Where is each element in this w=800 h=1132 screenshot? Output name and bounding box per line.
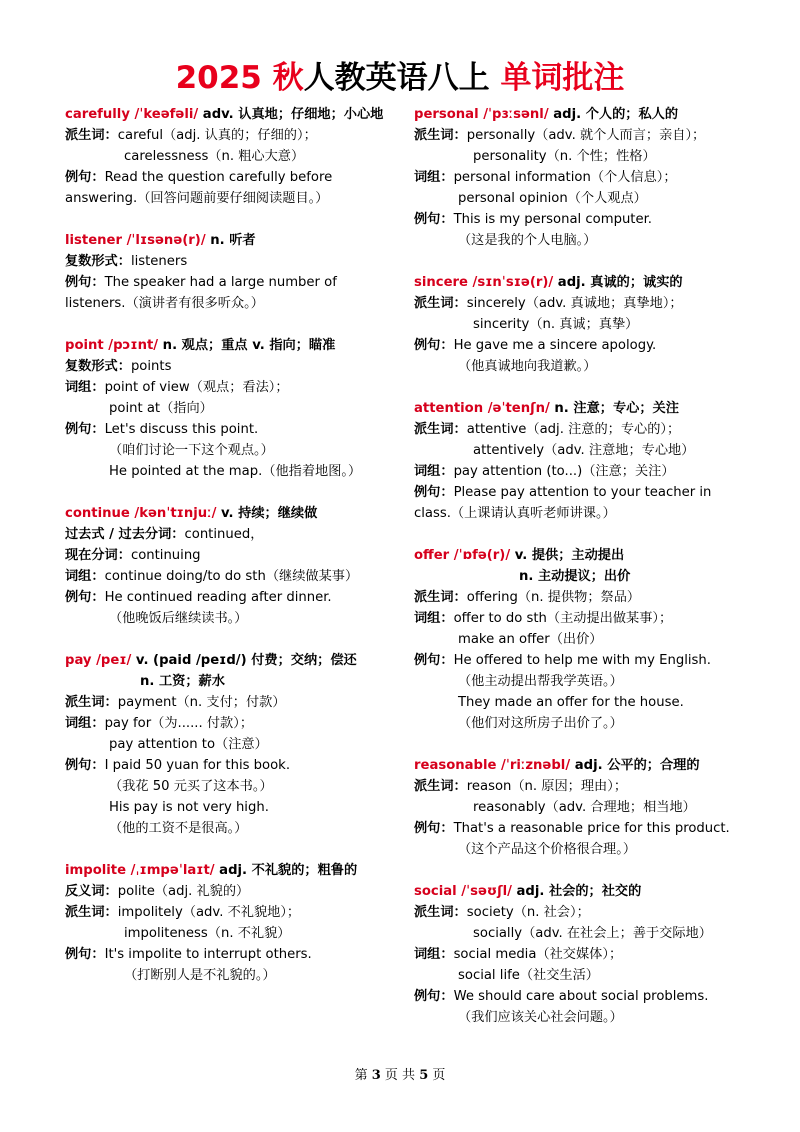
page-footer <box>0 1064 800 1083</box>
derived-label: 派生词： <box>414 422 467 437</box>
derived-label: 派生词： <box>65 905 118 920</box>
footer-suffix: 页 <box>428 1068 446 1083</box>
part-of-speech: v. 持续；继续做 <box>216 506 318 521</box>
part-of-speech: n. 观点；重点 v. 指向；瞄准 <box>158 338 336 353</box>
example-translation: （这个产品这个价格很合理。） <box>458 842 637 857</box>
example-label: 例句： <box>65 275 105 290</box>
derived-item: payment（n. 支付；付款） <box>117 695 286 710</box>
example-label: 例句： <box>414 485 454 500</box>
headword: reasonable /ˈriːznəbl/ <box>414 758 571 773</box>
derived-item: personality（n. 个性；性格） <box>473 149 656 164</box>
page-title <box>0 56 800 100</box>
example-translation: （他真诚地向我道歉。） <box>458 359 597 374</box>
derived-item: reasonably（adv. 合理地；相当地） <box>473 800 696 815</box>
antonym-item: polite（adj. 礼貌的） <box>117 884 250 899</box>
headword: carefully /ˈkeəfəli/ <box>65 107 199 122</box>
example-translation: （我们应该关心社会问题。） <box>458 1010 623 1025</box>
phrase-label: 词组： <box>414 947 454 962</box>
derived-item: attentive（adj. 注意的；专心的）； <box>466 422 681 437</box>
derived-item: offering（n. 提供物；祭品） <box>466 590 641 605</box>
entry-social <box>414 881 744 1028</box>
phrase-label: 词组： <box>65 569 105 584</box>
derived-label: 派生词： <box>414 590 467 605</box>
left-column <box>65 104 400 1007</box>
headword-line <box>414 104 744 125</box>
headword: listener /ˈlɪsənə(r)/ <box>65 233 206 248</box>
phrase-label: 词组： <box>414 170 454 185</box>
example-text: He pointed at the map.（他指着地图。） <box>109 464 362 479</box>
derived-item: society（n. 社会）； <box>466 905 590 920</box>
example-text: It's impolite to interrupt others. <box>104 947 312 962</box>
example-label: 例句： <box>414 821 454 836</box>
example-text: answering.（回答问题前要仔细阅读题目。） <box>65 191 329 206</box>
phrase-item: point at（指向） <box>109 401 213 416</box>
example-translation: （他晚饭后继续读书。） <box>109 611 248 626</box>
derived-item: impolitely（adv. 不礼貌地）； <box>117 905 301 920</box>
derived-label: 派生词： <box>414 296 467 311</box>
present-participle-label: 现在分词： <box>65 548 131 563</box>
headword-line <box>65 335 400 356</box>
example-text: Read the question carefully before <box>104 170 333 185</box>
example-text: He offered to help me with my English. <box>453 653 711 668</box>
derived-item: impoliteness（n. 不礼貌） <box>124 926 291 941</box>
headword-line <box>414 545 744 566</box>
part-of-speech: adj. 个人的；私人的 <box>548 107 679 122</box>
plural-label: 复数形式： <box>65 359 131 374</box>
part-of-speech-2: n. 工资；薪水 <box>140 674 225 689</box>
derived-item: sincerity（n. 真诚；真挚） <box>473 317 639 332</box>
title-black-part: 人教英语八上 <box>303 60 501 96</box>
derived-item: socially（adv. 在社会上；善于交际地） <box>473 926 712 941</box>
part-of-speech: n. 听者 <box>205 233 256 248</box>
derived-item: attentively（adv. 注意地；专心地） <box>473 443 695 458</box>
derived-label: 派生词： <box>65 695 118 710</box>
example-text: He gave me a sincere apology. <box>453 338 657 353</box>
phrase-item: continue doing/to do sth（继续做某事） <box>104 569 359 584</box>
past-label: 过去式 / 过去分词： <box>65 527 185 542</box>
headword-line <box>414 881 744 902</box>
example-label: 例句： <box>414 653 454 668</box>
entry-attention <box>414 398 744 524</box>
example-label: 例句： <box>65 170 105 185</box>
entry-continue <box>65 503 400 629</box>
plural-form: points <box>130 359 172 374</box>
derived-item: sincerely（adv. 真诚地；真挚地）； <box>466 296 683 311</box>
example-label: 例句： <box>65 422 105 437</box>
headword: continue /kənˈtɪnjuː/ <box>65 506 217 521</box>
phrase-item: pay attention (to...)（注意；关注） <box>453 464 675 479</box>
example-text: That's a reasonable price for this product. <box>453 821 730 836</box>
entry-pay <box>65 650 400 839</box>
derived-item: personally（adv. 就个人而言；亲自）； <box>466 128 706 143</box>
phrase-item: make an offer（出价） <box>458 632 603 647</box>
example-text: They made an offer for the house. <box>458 695 684 710</box>
headword: pay /peɪ/ <box>65 653 132 668</box>
title-red-part-2: 单词批注 <box>500 60 625 96</box>
phrase-label: 词组： <box>65 716 105 731</box>
headword: sincere /sɪnˈsɪə(r)/ <box>414 275 554 290</box>
example-text: His pay is not very high. <box>109 800 269 815</box>
present-participle-form: continuing <box>130 548 201 563</box>
plural-label: 复数形式： <box>65 254 131 269</box>
headword-line <box>414 272 744 293</box>
headword-line <box>65 503 400 524</box>
phrase-label: 词组： <box>414 611 454 626</box>
example-label: 例句： <box>414 212 454 227</box>
part-of-speech: adj. 真诚的；诚实的 <box>553 275 683 290</box>
example-label: 例句： <box>65 758 105 773</box>
example-text: This is my personal computer. <box>453 212 652 227</box>
example-label: 例句： <box>414 989 454 1004</box>
part-of-speech: adj. 不礼貌的；粗鲁的 <box>214 863 358 878</box>
example-text: I paid 50 yuan for this book. <box>104 758 291 773</box>
plural-form: listeners <box>130 254 188 269</box>
entry-personal <box>414 104 744 251</box>
headword-line <box>414 398 744 419</box>
current-page-number: 3 <box>371 1068 381 1083</box>
example-text: Please pay attention to your teacher in <box>453 485 712 500</box>
example-translation: （他主动提出帮我学英语。） <box>458 674 623 689</box>
example-text: We should care about social problems. <box>453 989 709 1004</box>
derived-label: 派生词： <box>65 128 118 143</box>
example-text: class.（上课请认真听老师讲课。） <box>414 506 616 521</box>
headword-line-continued <box>414 566 744 587</box>
phrase-item: personal information（个人信息）； <box>453 170 677 185</box>
entry-carefully <box>65 104 400 209</box>
antonym-label: 反义词： <box>65 884 118 899</box>
part-of-speech-2: n. 主动提议；出价 <box>519 569 631 584</box>
phrase-item: social life（社交生活） <box>458 968 599 983</box>
entry-listener <box>65 230 400 314</box>
phrase-item: point of view（观点；看法）； <box>104 380 289 395</box>
derived-item: reason（n. 原因；理由）； <box>466 779 628 794</box>
title-red-part-1: 2025 秋 <box>175 60 304 96</box>
headword: social /ˈsəʊʃl/ <box>414 884 512 899</box>
example-text: Let's discuss this point. <box>104 422 259 437</box>
headword-line-continued <box>65 671 400 692</box>
part-of-speech: v. 提供；主动提出 <box>510 548 625 563</box>
entry-point <box>65 335 400 482</box>
entry-impolite <box>65 860 400 986</box>
headword-line <box>65 230 400 251</box>
total-page-number: 5 <box>419 1068 429 1083</box>
example-translation: （我花 50 元买了这本书。） <box>109 779 273 794</box>
derived-label: 派生词： <box>414 779 467 794</box>
entry-reasonable <box>414 755 744 860</box>
derived-label: 派生词： <box>414 128 467 143</box>
example-translation: （打断别人是不礼貌的。） <box>124 968 276 983</box>
example-translation: （他们对这所房子出价了。） <box>458 716 623 731</box>
phrase-label: 词组： <box>65 380 105 395</box>
example-text: listeners.（演讲者有很多听众。） <box>65 296 264 311</box>
example-translation: （咱们讨论一下这个观点。） <box>109 443 274 458</box>
derived-label: 派生词： <box>414 905 467 920</box>
part-of-speech: adj. 社会的；社交的 <box>511 884 642 899</box>
part-of-speech: n. 注意；专心；关注 <box>549 401 679 416</box>
phrase-item: pay for（为...... 付款）； <box>104 716 254 731</box>
part-of-speech: v. (paid /peɪd/) 付费；交纳；偿还 <box>131 653 357 668</box>
footer-prefix: 第 <box>354 1068 372 1083</box>
headword: point /pɔɪnt/ <box>65 338 159 353</box>
entry-offer <box>414 545 744 734</box>
derived-item: carelessness（n. 粗心大意） <box>124 149 305 164</box>
headword-line <box>65 860 400 881</box>
part-of-speech: adj. 公平的；合理的 <box>570 758 700 773</box>
example-text: He continued reading after dinner. <box>104 590 332 605</box>
part-of-speech: adv. 认真地；仔细地；小心地 <box>198 107 384 122</box>
example-label: 例句： <box>65 590 105 605</box>
entry-sincere <box>414 272 744 377</box>
phrase-item: social media（社交媒体）； <box>453 947 623 962</box>
headword: attention /əˈtenʃn/ <box>414 401 550 416</box>
phrase-label: 词组： <box>414 464 454 479</box>
derived-item: careful（adj. 认真的；仔细的）； <box>117 128 317 143</box>
example-label: 例句： <box>65 947 105 962</box>
phrase-item: pay attention to（注意） <box>109 737 268 752</box>
example-label: 例句： <box>414 338 454 353</box>
headword: offer /ˈɒfə(r)/ <box>414 548 511 563</box>
phrase-item: offer to do sth（主动提出做某事）； <box>453 611 673 626</box>
headword-line <box>65 104 400 125</box>
headword-line <box>65 650 400 671</box>
right-column <box>414 104 744 1049</box>
past-form: continued， <box>184 527 264 542</box>
headword: impolite /ˌɪmpəˈlaɪt/ <box>65 863 215 878</box>
example-text: The speaker had a large number of <box>104 275 337 290</box>
headword: personal /ˈpɜːsənl/ <box>414 107 549 122</box>
example-translation: （这是我的个人电脑。） <box>458 233 597 248</box>
phrase-item: personal opinion（个人观点） <box>458 191 647 206</box>
footer-middle: 页 共 <box>380 1068 420 1083</box>
headword-line <box>414 755 744 776</box>
example-translation: （他的工资不是很高。） <box>109 821 248 836</box>
